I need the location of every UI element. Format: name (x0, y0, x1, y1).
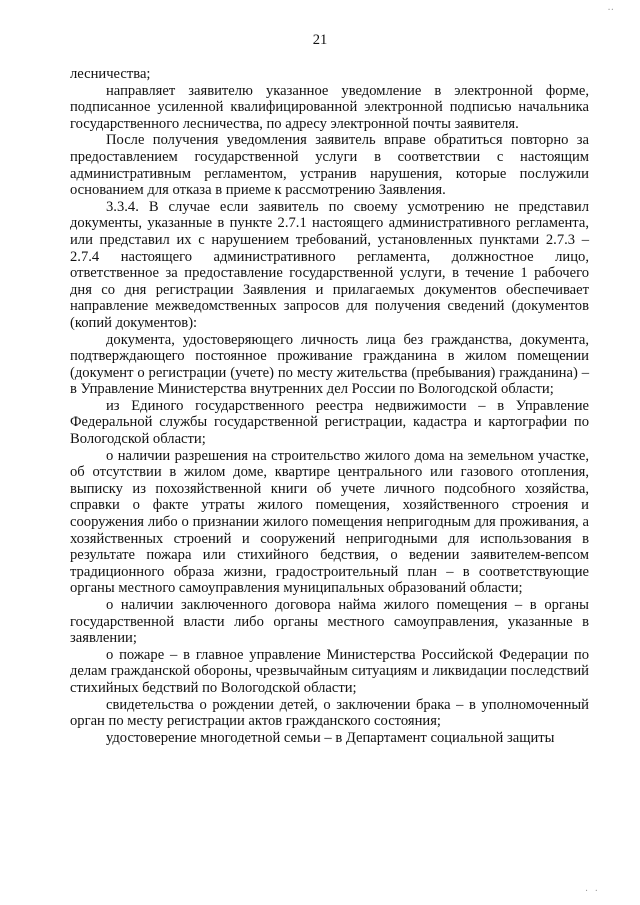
paragraph: направляет заявителю указанное уведомление в электронной форме, подписанное усиленной квалифицированной электронной подписью начальника государственного лесничества, по адресу электронной почты заявителя. (70, 82, 589, 132)
paragraph: о наличии заключенного договора найма жилого помещения – в органы государственной власти либо органы местного самоуправления, указанные в заявлении; (70, 597, 589, 647)
paragraph: о наличии разрешения на строительство жилого дома на земельном участке, об отсутствии в жилом доме, квартире центрального или газового отопления, выписку из похозяйственной книги об учете личного подсобного хозяйства, справки о факте утраты жилого помещения, хозяйственного строения и сооружения либо о признании жилого помещения непригодным для проживания, а хозяйственных строений и сооружений непригодными для использования в результате пожара или стихийного бедствия, о ведении заявителем-вепсом традиционного образа жизни, градостроительный план – в соответствующие органы местного самоуправления муниципальных образований области; (70, 447, 589, 597)
paragraph: свидетельства о рождении детей, о заключении брака – в уполномоченный орган по месту регистрации актов гражданского состояния; (70, 696, 589, 730)
scan-mark: ‥ (607, 2, 614, 13)
paragraph: из Единого государственного реестра недвижимости – в Управление Федеральной службы государственной регистрации, кадастра и картографии по Вологодской области; (70, 397, 589, 448)
paragraph: документа, удостоверяющего личность лица без гражданства, документа, подтверждающего постоянное проживание гражданина в жилом помещении (документ о регистрации (учете) по месту жительства (пребывания) гражданина) – в Управление Министерства внутренних дел России по Вологодской области; (70, 331, 589, 398)
paragraph: После получения уведомления заявитель вправе обратиться повторно за предоставлением государственной услуги в соответствии с настоящим административным регламентом, устранив нарушения, которые послужили основанием для отказа в приеме к рассмотрению Заявления. (70, 132, 589, 199)
paragraph: о пожаре – в главное управление Министерства Российской Федерации по делам гражданской обороны, чрезвычайным ситуациям и ликвидации последствий стихийных бедствий по Вологодской области; (70, 646, 589, 696)
paragraph: 3.3.4. В случае если заявитель по своему усмотрению не представил документы, указанные в пункте 2.7.1 настоящего административного регламента, или представил их с нарушением требований, установленных пунктами 2.7.3 – 2.7.4 настоящего административного регламента, должностное лицо, ответственное за предоставление государственной услуги, в течение 1 рабочего дня со дня регистрации Заявления и прилагаемых документов обеспечивает направление межведомственных запросов для получения сведений (документов (копий документов): (70, 198, 589, 331)
document-body (70, 66, 589, 746)
paragraph: лесничества; (70, 66, 151, 82)
page-number: 21 (312, 32, 328, 48)
scan-mark: · · (584, 886, 600, 898)
paragraph: удостоверение многодетной семьи – в Департамент социальной защиты (106, 729, 555, 746)
